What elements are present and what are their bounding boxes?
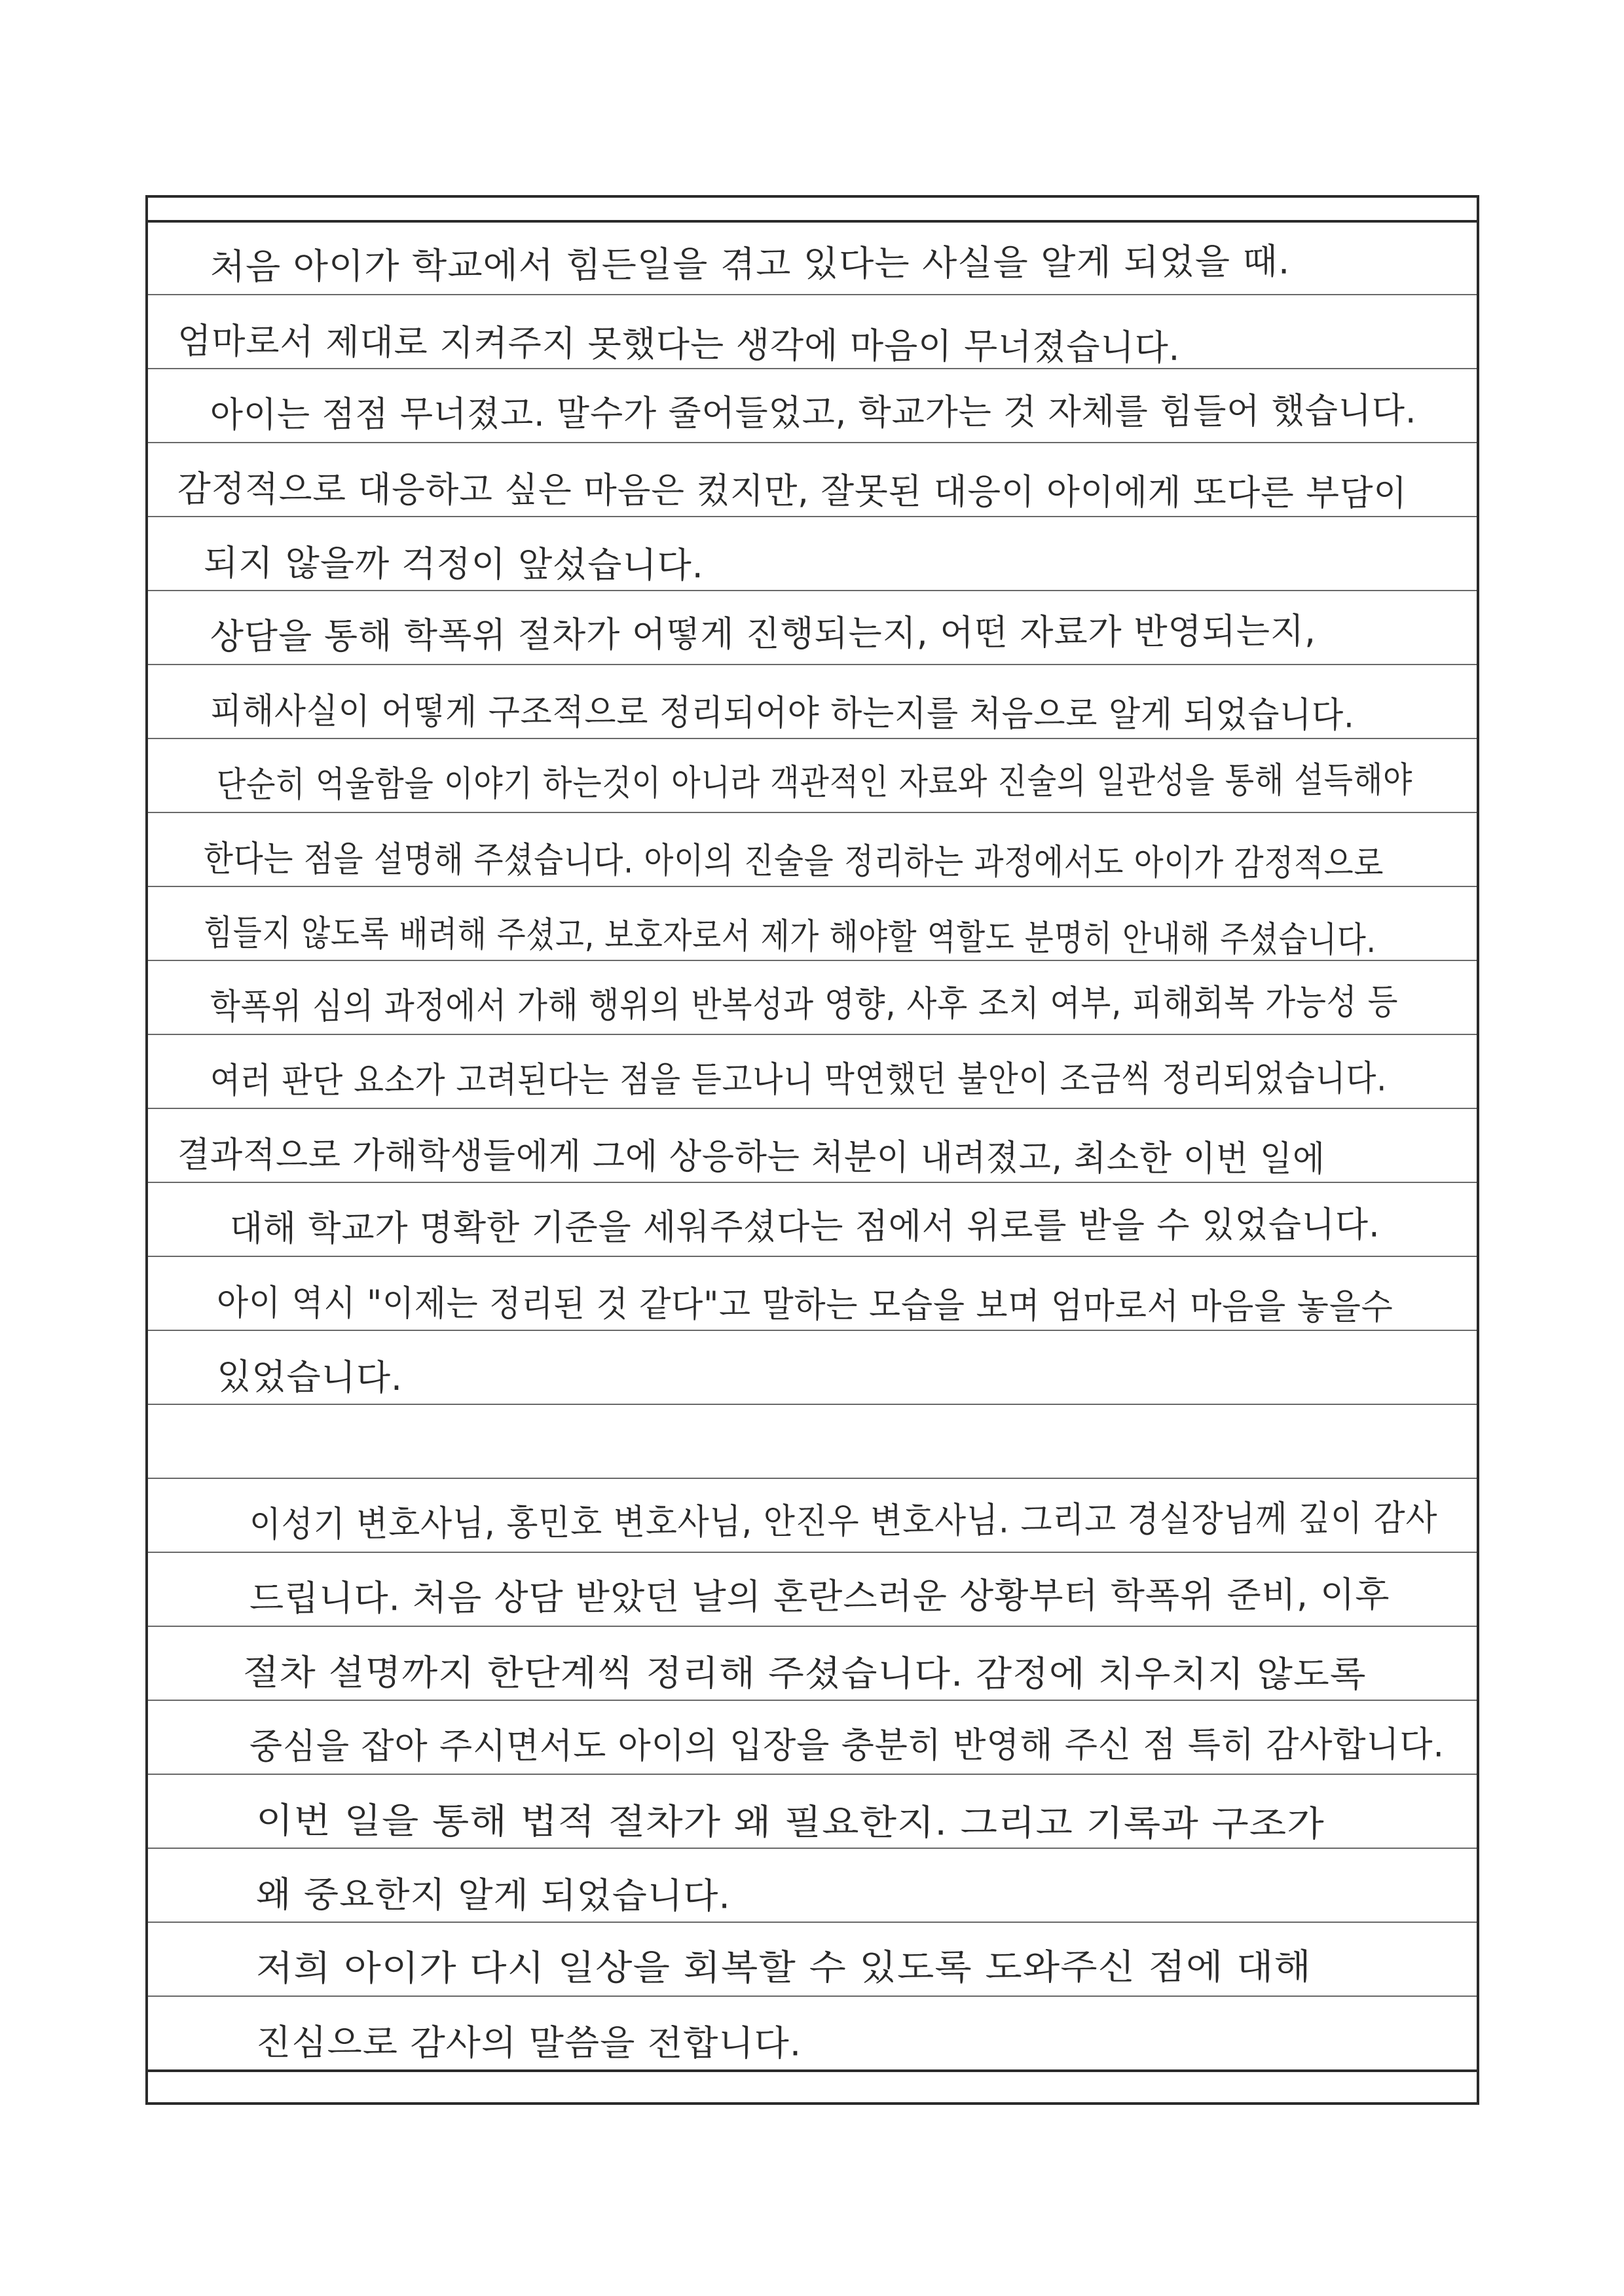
- handwritten-text: 이성기 변호사님, 홍민호 변호사님, 안진우 변호사님. 그리고 경실장님께 깊이 감사: [249, 1497, 1438, 1545]
- handwritten-text: 진심으로 감사의 말씀을 전합니다.: [255, 2022, 802, 2064]
- letter-line: [148, 1182, 1477, 1256]
- handwritten-text: 이번 일을 통해 법적 절차가 왜 필요한지. 그리고 기록과 구조가: [255, 1800, 1325, 1845]
- letter-line: [148, 1848, 1477, 1922]
- letter-line: [148, 368, 1477, 442]
- handwritten-text: 절차 설명까지 한단계씩 정리해 주셨습니다. 감정에 치우치지 않도록: [242, 1652, 1367, 1695]
- handwritten-text: 힘들지 않도록 배려해 주셨고, 보호자로서 제가 해야할 역할도 분명히 안내해 주셨습니다.: [203, 912, 1377, 961]
- handwritten-text: 감정적으로 대응하고 싶은 마음은 컸지만, 잘못된 대응이 아이에게 또다른 부담이: [177, 468, 1408, 514]
- handwritten-text: 되지 않을까 걱정이 앞섰습니다.: [203, 542, 705, 586]
- handwritten-text: 저희 아이가 다시 일상을 회복할 수 있도록 도와주신 점에 대해: [255, 1946, 1312, 1989]
- ruled-letter-sheet: [145, 195, 1479, 2105]
- letter-line: [148, 1626, 1477, 1700]
- letter-line: [148, 590, 1477, 664]
- letter-line: [148, 1774, 1477, 1848]
- handwritten-text: 중심을 잡아 주시면서도 아이의 입장을 충분히 반영해 주신 점 특히 감사합니다.: [249, 1723, 1445, 1767]
- handwritten-text: 여러 판단 요소가 고려된다는 점을 듣고나니 막연했던 불안이 조금씩 정리되었습니다.: [210, 1057, 1388, 1101]
- letter-line: [148, 1700, 1477, 1774]
- letter-line: [148, 516, 1477, 590]
- handwritten-text: 드립니다. 처음 상담 받았던 날의 혼란스러운 상황부터 학폭위 준비, 이후: [249, 1573, 1390, 1619]
- ruled-line: [148, 2069, 1477, 2072]
- handwritten-text: 상담을 통해 학폭위 절차가 어떻게 진행되는지, 어떤 자료가 반영되는지,: [210, 610, 1316, 657]
- letter-line: [148, 960, 1477, 1034]
- letter-line: [148, 220, 1477, 294]
- handwritten-text: 한다는 점을 설명해 주셨습니다. 아이의 진술을 정리하는 과정에서도 아이가 감정적으로: [203, 838, 1384, 884]
- handwritten-text: 아이는 점점 무너졌고. 말수가 줄어들었고, 학교가는 것 자체를 힘들어 했습니다.: [210, 390, 1417, 435]
- handwritten-text: 있었습니다.: [216, 1356, 403, 1398]
- letter-line: [148, 886, 1477, 960]
- letter-line: [148, 812, 1477, 886]
- letter-line: [148, 1330, 1477, 1404]
- letter-line: [148, 1995, 1477, 2069]
- letter-line: [148, 1108, 1477, 1182]
- letter-line: [148, 1922, 1477, 1995]
- handwritten-text: 학폭위 심의 과정에서 가해 행위의 반복성과 영향, 사후 조치 여부, 피해회복 가능성 등: [210, 981, 1399, 1027]
- letter-line: [148, 1552, 1477, 1626]
- letter-line: [148, 1256, 1477, 1330]
- handwritten-text: 왜 중요한지 알게 되었습니다.: [255, 1874, 731, 1917]
- handwritten-text: 대해 학교가 명확한 기준을 세워주셨다는 점에서 위로를 받을 수 있었습니다.: [229, 1203, 1380, 1249]
- handwritten-text: 엄마로서 제대로 지켜주지 못했다는 생각에 마음이 무너졌습니다.: [177, 320, 1181, 369]
- handwritten-text: 처음 아이가 학교에서 힘든일을 겪고 있다는 사실을 알게 되었을 때.: [210, 240, 1291, 287]
- letter-line: [148, 1034, 1477, 1108]
- letter-line: [148, 442, 1477, 516]
- letter-line: [148, 1478, 1477, 1552]
- letter-line: [148, 294, 1477, 368]
- ruled-line: [148, 1404, 1477, 1405]
- letter-line: [148, 738, 1477, 812]
- handwritten-text: 아이 역시 "이제는 정리된 것 같다"고 말하는 모습을 보며 엄마로서 마음을 놓을수: [216, 1282, 1393, 1328]
- handwritten-text: 결과적으로 가해학생들에게 그에 상응하는 처분이 내려졌고, 최소한 이번 일에: [177, 1134, 1326, 1180]
- handwritten-text: 단순히 억울함을 이야기 하는것이 아니라 객관적인 자료와 진술의 일관성을 통해 설득해야: [216, 759, 1413, 805]
- handwritten-text: 피해사실이 어떻게 구조적으로 정리되어야 하는지를 처음으로 알게 되었습니다.: [210, 690, 1355, 736]
- letter-line: [148, 664, 1477, 738]
